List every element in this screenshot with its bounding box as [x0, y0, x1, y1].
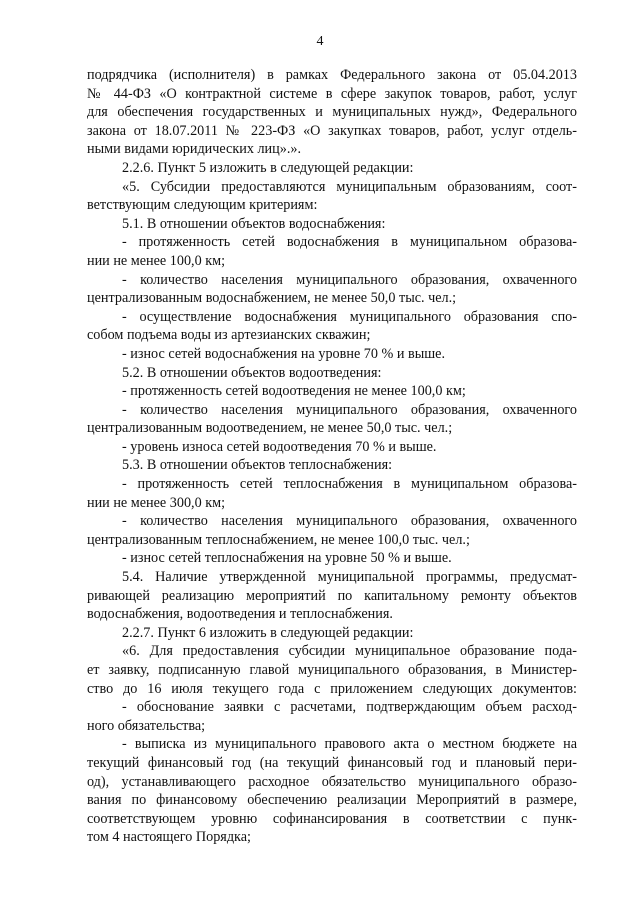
text-line: для обеспечения государственных и муниципальных нужд», Федерального: [87, 104, 577, 121]
document-body: [87, 66, 577, 847]
text-line: - протяженность сетей водоснабжения в муниципальном образова-: [122, 234, 577, 251]
text-line: 2.2.7. Пункт 6 изложить в следующей редакции:: [122, 624, 414, 641]
text-line: - протяженность сетей водоотведения не менее 100,0 км;: [122, 383, 466, 400]
text-line: нии не менее 100,0 км;: [87, 252, 226, 269]
text-line: 2.2.6. Пункт 5 изложить в следующей редакции:: [122, 159, 414, 176]
text-line: ривающей реализацию мероприятий по капитальному ремонту объектов: [87, 587, 577, 604]
text-line: 5.4. Наличие утвержденной муниципальной программы, предусмат-: [122, 569, 577, 586]
text-line: ветствующим следующим критериям:: [87, 197, 318, 214]
text-line: закона от 18.07.2011 № 223-ФЗ «О закупках товаров, работ, услуг отдель-: [87, 122, 577, 139]
page-number: 4: [316, 34, 324, 49]
text-line: - обоснование заявки с расчетами, подтверждающим объем расход-: [122, 699, 577, 716]
text-line: - осуществление водоснабжения муниципального образования спо-: [122, 308, 577, 325]
text-line: ство до 16 июля текущего года с приложением следующих документов:: [87, 680, 577, 697]
text-line: - износ сетей теплоснабжения на уровне 50 % и выше.: [122, 550, 452, 567]
text-line: соответствующем уровню софинансирования в соответствии с пунк-: [87, 810, 577, 827]
text-line: собом подъема воды из артезианских скважин;: [87, 327, 371, 344]
text-line: № 44-ФЗ «О контрактной системе в сфере закупок товаров, работ, услуг: [87, 85, 577, 102]
text-line: ет заявку, подписанную главой муниципального образования, в Министер-: [87, 662, 577, 678]
text-line: централизованным теплоснабжением, не менее 100,0 тыс. чел.;: [87, 531, 470, 548]
text-line: «5. Субсидии предоставляются муниципальным образованиям, соот-: [122, 178, 577, 195]
text-line: - протяженность сетей теплоснабжения в муниципальном образова-: [122, 476, 577, 493]
text-line: - количество населения муниципального образования, охваченного: [122, 271, 577, 288]
text-line: - уровень износа сетей водоотведения 70 % и выше.: [122, 438, 437, 455]
text-line: подрядчика (исполнителя) в рамках Федерального закона от 05.04.2013: [87, 67, 577, 83]
text-line: вания по финансовому обеспечению реализации Мероприятий в размере,: [87, 792, 577, 809]
text-line: од), устанавливающего расходное обязательство муниципального образо-: [87, 773, 577, 790]
text-line: ными видами юридических лиц».».: [87, 141, 302, 158]
text-line: 5.2. В отношении объектов водоотведения:: [122, 364, 382, 381]
text-line: «6. Для предоставления субсидии муниципальное образование пода-: [122, 643, 577, 660]
text-line: 5.1. В отношении объектов водоснабжения:: [122, 215, 386, 232]
text-line: водоснабжения, водоотведения и теплоснабжения.: [87, 606, 393, 623]
text-line: текущий финансовый год (на текущий финансовый год и плановый пери-: [87, 754, 577, 771]
text-line: ного обязательства;: [87, 717, 206, 734]
text-line: - количество населения муниципального образования, охваченного: [122, 401, 577, 418]
text-line: - износ сетей водоснабжения на уровне 70 % и выше.: [122, 345, 446, 362]
text-line: 5.3. В отношении объектов теплоснабжения:: [122, 457, 393, 474]
text-line: - выписка из муниципального правового акта о местном бюджете на: [122, 736, 577, 753]
text-line: - количество населения муниципального образования, охваченного: [122, 513, 577, 530]
text-line: централизованным водоснабжением, не менее 50,0 тыс. чел.;: [87, 290, 457, 307]
text-line: централизованным водоотведением, не менее 50,0 тыс. чел.;: [87, 420, 453, 437]
text-line: том 4 настоящего Порядка;: [87, 829, 251, 846]
text-line: нии не менее 300,0 км;: [87, 494, 226, 511]
